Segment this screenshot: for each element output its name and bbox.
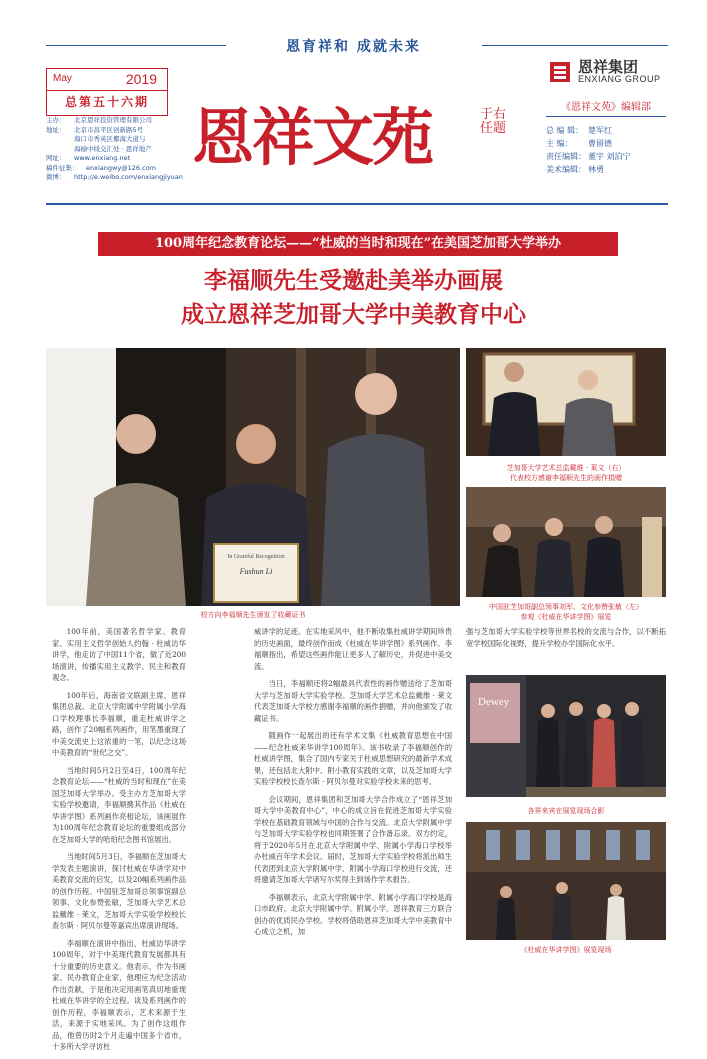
certificate-name: Fushun Li bbox=[239, 567, 273, 576]
staff-name: 林勇 bbox=[588, 165, 604, 174]
main-photo-illustration bbox=[46, 348, 460, 606]
meta-key bbox=[46, 145, 74, 155]
issue-number: 总第五十六期 bbox=[64, 95, 149, 109]
paragraph: 李福顺在演讲中指出，杜威访华讲学100周年，对于中美现代教育发展都具有十分重要的历史意义。他表示，作为书画家、民办教育企业家，他理应为纪念活动作出贡献，于是他决定用画笔真切地重现杜威在华讲学的全过程。谈及系列画作的创作历程，李福顺表示，艺术来源于生活，来源于实地采风。为了创作这组作品，他曾历时2个月走遍中国多个省市，十多所大学寻访杜 bbox=[52, 938, 186, 1051]
meta-key: 网址： bbox=[46, 154, 66, 162]
caption-consul-line-1: 中国驻芝加哥副总领事刘军、文化参赞张敏（左） bbox=[489, 603, 643, 611]
paragraph: 100年后，海南省文联副主席、恩祥集团总裁、北京大学附属中学附属小学海口学校理事长李福顺，重走杜威讲学之路，创作了20幅系列画作，用笔墨重现了中美交流史上这浓重的一笔，以纪念这场中美教育的“世纪之交”。 bbox=[52, 690, 186, 757]
meta-row bbox=[46, 164, 186, 174]
main-photo bbox=[46, 348, 460, 606]
meta-key: 主办： bbox=[46, 116, 66, 124]
issue-month: May bbox=[53, 73, 72, 84]
meta-key: 稿件征集： bbox=[46, 163, 79, 172]
exhibit-banner-text: Dewey bbox=[478, 696, 510, 708]
issue-year: 2019 bbox=[125, 71, 157, 87]
certificate-heading: In Grateful Recognition bbox=[227, 554, 285, 560]
staff-row bbox=[546, 124, 671, 137]
issue-box bbox=[46, 68, 168, 116]
meta-value: http://e.weibo.com/enxiangjiyuan bbox=[74, 173, 183, 181]
caption-group: 各界来宾在展览现场合影 bbox=[527, 807, 605, 815]
paragraph: 当地时间5月3日，李福顺在芝加哥大学发表主题演讲，探讨杜威在华讲学对中美教育交流的启发，以及20幅系列画作品的创作历程。中国驻芝加哥总领事馆副总领事、文化参赞张敏，芝加哥大学艺术总监戴维 · 莱文，芝加哥大学实验学校校长查尔斯 · 阿贝尔曼等嘉宾出席演讲现场。 bbox=[52, 852, 186, 930]
meta-row bbox=[46, 145, 186, 155]
meta-key: 地址： bbox=[46, 125, 66, 134]
photo-group bbox=[466, 675, 666, 797]
meta-key bbox=[46, 135, 74, 145]
staff-role: 主 编： bbox=[546, 139, 573, 148]
meta-key: 微博： bbox=[46, 173, 66, 181]
header-divider bbox=[46, 203, 668, 205]
meta-row bbox=[46, 126, 186, 136]
meta-value: 海口市秀英区椰海大道与 bbox=[74, 135, 146, 143]
paragraph: 威讲学的足迹。在实地采风中，他不断收集杜威讲学期间珍贵的历史画面，最终创作而成《杜威在华讲学图》系列画作。李福顺指出，希望这些画作能让更多人了解历史，并促进中美交流。 bbox=[254, 627, 452, 671]
staff-name: 曹留德 bbox=[588, 139, 612, 148]
photo-group-illustration bbox=[466, 675, 666, 797]
logo-mark-icon bbox=[548, 60, 572, 84]
photo-donation bbox=[466, 348, 666, 456]
publication-info bbox=[46, 116, 186, 183]
staff-name: 楚军红 bbox=[588, 126, 612, 135]
body-column-1 bbox=[52, 626, 186, 1059]
caption-exhibition: 《杜威在华讲学图》展览现场 bbox=[520, 946, 612, 954]
editorial-rule bbox=[546, 116, 666, 117]
caption-main: 校方向李福顺先生颁发了收藏证书 bbox=[200, 611, 306, 619]
caption-donation-line-1: 芝加哥大学艺术总监戴维 · 莱文（右） bbox=[506, 464, 626, 472]
headline-line-1: 李福顺先生受邀赴美举办画展 bbox=[204, 267, 503, 294]
meta-row bbox=[46, 173, 186, 183]
article-kicker: 100周年纪念教育论坛——“杜威的当时和现在”在美国芝加哥大学举办 bbox=[98, 232, 618, 256]
issue-box-divider bbox=[47, 90, 167, 91]
staff-row bbox=[546, 137, 671, 150]
paragraph: 当日，李福顺还将2幅最具代表性的画作赠送给了芝加哥大学与芝加哥大学实验学校。芝加哥大学艺术总监戴维 · 莱文代表芝加哥大学校方感谢李福顺的画作捐赠，并向他颁发了收藏证书。 bbox=[254, 679, 452, 723]
caption-donation-line-2: 代表校方感谢李福顺先生的画作捐赠 bbox=[510, 474, 622, 482]
staff-row bbox=[546, 163, 671, 176]
meta-row bbox=[46, 135, 186, 145]
editorial-department: 《恩祥文苑》编辑部 bbox=[561, 102, 651, 113]
caption-consul-visit bbox=[466, 602, 666, 622]
paragraph: 当地时间5月2日至4日，100周年纪念教育论坛——“杜威的当时和现在”在美国芝加哥大学举办。受主办方芝加哥大学实验学校邀请，李福顺携其作品《杜威在华讲学图》系列画作亮相论坛，该画展作为100周年纪念教育论坛的重要组成部分在芝加哥大学的哈珀纪念图书馆展出。 bbox=[52, 765, 186, 844]
photo-donation-illustration bbox=[466, 348, 666, 456]
calligraphy-signature: 于右任题 bbox=[480, 107, 507, 136]
caption-consul-line-2: 参观《杜威在华讲学图》展览 bbox=[520, 613, 612, 621]
paragraph: 李福顺表示，北京大学附属中学、附属小学海口学校是海口市政府、北京大学附属中学、附属小学、恩祥教育三方联合创办的优质民办学校。学校将借助恩祥芝加哥大学中美教育中心成立之机，加 bbox=[254, 892, 452, 936]
meta-row bbox=[46, 154, 186, 164]
body-column-2 bbox=[254, 626, 452, 944]
staff-role: 总 编 辑： bbox=[546, 126, 584, 135]
logo-name-cn: 恩祥集团 bbox=[578, 58, 639, 76]
paragraph: 随画作一起展出的还有学术文集《杜威教育思想在中国——纪念杜威来华讲学100周年》。该书收录了李福顺创作的杜威讲学图，集合了国内专家关于杜威思想研究的最新学术成果，还包括北大附中、附小教育实践的文章，以及芝加哥大学实验学校校长查尔斯 · 阿贝尔曼对实验学校未来的思考。 bbox=[254, 731, 452, 786]
staff-role: 责任编辑： bbox=[546, 152, 586, 161]
staff-list bbox=[546, 124, 671, 176]
meta-value: enxiangwy@126.com bbox=[86, 163, 157, 172]
photo-consul-visit bbox=[466, 487, 666, 597]
paragraph: 100年前，美国著名哲学家、教育家、实用主义哲学创始人约翰 · 杜威访华讲学，他走访了中国11个省，做了近200场演讲，传播实用主义教学、民主和教育观念。 bbox=[52, 627, 186, 682]
staff-name: 董宇 刘泊宁 bbox=[588, 152, 631, 161]
paragraph: 强与芝加哥大学实验学校等世界名校的交流与合作，以不断拓宽学校国际化视野，提升学校办学国际化水平。 bbox=[466, 627, 666, 648]
headline-line-2: 成立恩祥芝加哥大学中美教育中心 bbox=[181, 301, 526, 328]
staff-row bbox=[546, 150, 671, 163]
paragraph: 会议期间，恩祥集团和芝加哥大学合作成立了“恩祥芝加哥大学中美教育中心”，中心的成立旨在促进芝加哥大学实验学校在基础教育领域与中国的合作与交流。北京大学附属中学与芝加哥大学实验学校也同期签署了合作备忘录。双方约定，将于2020年5月在北京大学附属中学、附属小学海口学校举办杜威百年学术会议。届时，芝加哥大学实验学校将派出师生代表团到北京大学附属中学、附属小学海口学校进行交流，还将邀请芝加哥大学诸写尔奖得主到场作学术报告。 bbox=[254, 794, 452, 884]
meta-value: www.enxiang.net bbox=[74, 154, 131, 162]
photo-exhibition-illustration bbox=[466, 822, 666, 940]
meta-value: 北京恩祥投资管理有限公司 bbox=[74, 116, 152, 124]
logo-name-en: ENXIANG GROUP bbox=[578, 74, 661, 84]
meta-row bbox=[46, 116, 186, 126]
photo-consul-illustration bbox=[466, 487, 666, 597]
staff-role: 美术编辑： bbox=[546, 165, 586, 174]
masthead-title: 恩祥文苑 bbox=[192, 101, 433, 174]
caption-donation bbox=[466, 463, 666, 483]
meta-value: 海榆中线交汇处 · 恩祥地产 bbox=[74, 144, 152, 153]
slogan: 恩育祥和 成就未来 bbox=[286, 39, 421, 55]
group-logo bbox=[548, 58, 668, 88]
body-column-3 bbox=[466, 626, 666, 655]
meta-value: 北京市昌平区创新路5号 bbox=[74, 125, 144, 134]
photo-exhibition bbox=[466, 822, 666, 940]
